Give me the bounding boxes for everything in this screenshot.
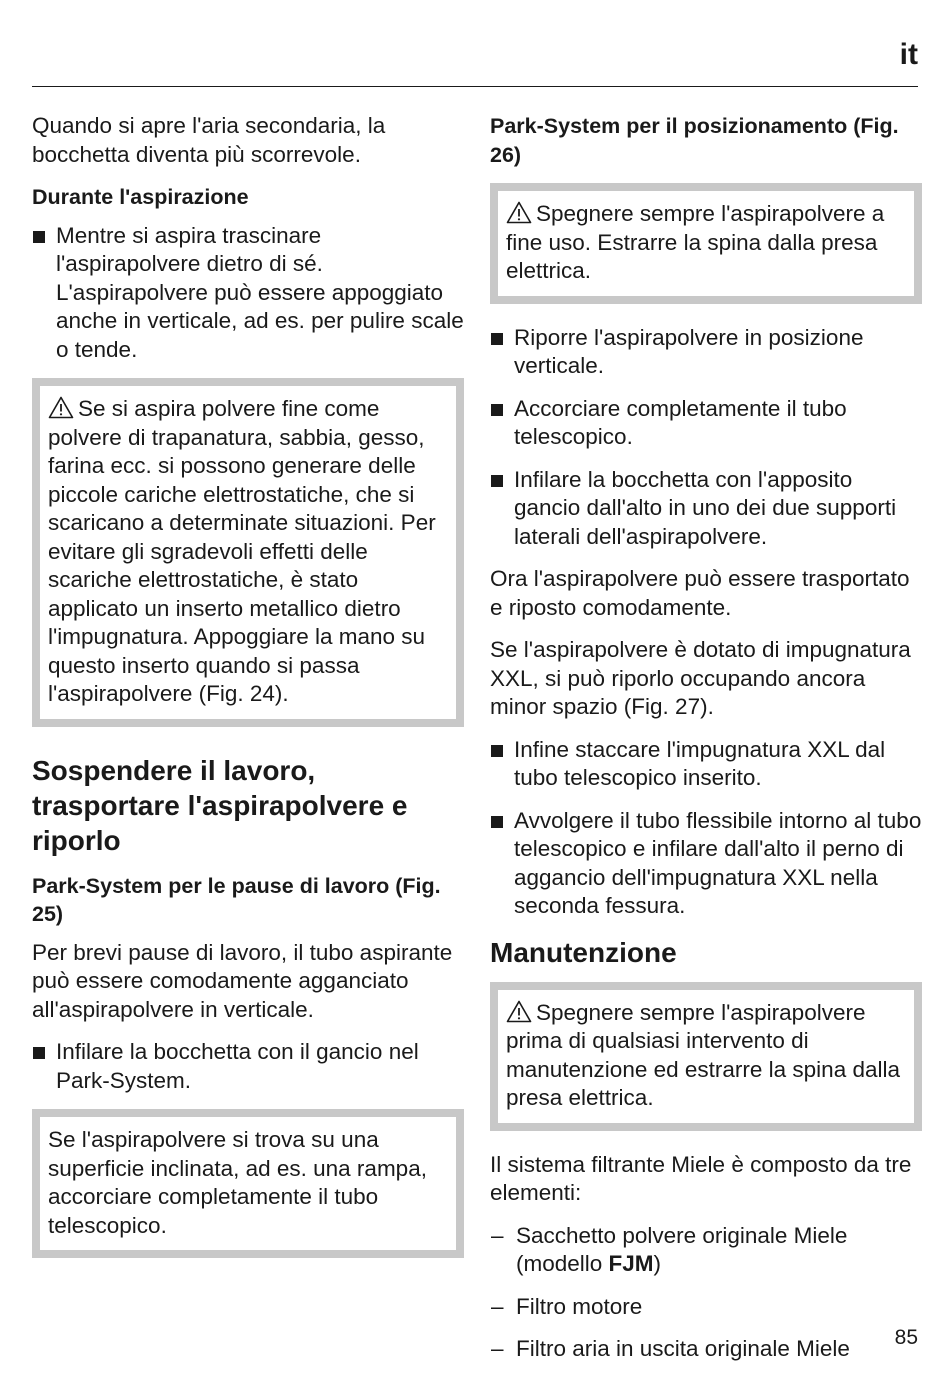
list-item: Infilare la bocchetta con il gancio nel Park-System. [32,1038,464,1095]
park-pause-list [32,1038,464,1095]
park-pause-text: Per brevi pause di lavoro, il tubo aspirante può essere comodamente agganciato all'aspirapolvere in verticale. [32,939,453,1022]
header-rule [32,86,918,87]
warning-triangle-icon [48,396,74,419]
warning-triangle-icon [506,201,532,224]
list-item: – Sacchetto polvere originale Miele (modello FJM) [491,1222,848,1276]
warning-box-unplug [490,183,922,304]
list-item: Accorciare completamente il tubo telescopico. [490,395,922,452]
park-position-list [490,324,922,552]
warning-box-maintenance [490,982,922,1131]
square-bullet-icon [491,745,503,757]
filter-list [490,1222,922,1364]
square-bullet-icon [491,816,503,828]
during-heading: Durante l'aspirazione [32,185,249,209]
xxl-paragraph: Se l'aspirapolvere è dotato di impugnatura XXL, si può riporlo occupando ancora minor spazio (Fig. 27). [490,637,911,719]
xxl-list [490,736,922,921]
list-item: – Filtro motore [490,1293,922,1322]
warning-text: Se si aspira polvere fine come polvere di trapanatura, sabbia, gesso, farina ecc. si possono generare delle piccole cariche elettrostatiche, che si scaricano a determinate situazioni. Per evitare gli sgradevoli effetti delle scariche elettrostatiche, è stato applicato un inserto metallico dietro l'impugnatura. Appoggiare la mano su questo inserto quando si passa l'aspirapolvere (Fig. 24). [48,396,436,706]
note-box-inclined: Se l'aspirapolvere si trova su una superficie inclinata, ad es. una rampa, accorciare completamente il tubo telescopico. [32,1109,464,1258]
list-item: Infine staccare l'impugnatura XXL dal tubo telescopico inserito. [490,736,922,793]
list-item: Avvolgere il tubo flessibile intorno al tubo telescopico e infilare dall'alto il perno di aggancio dell'impugnatura XXL nella seconda fessura. [490,807,922,921]
language-code: it [899,38,918,71]
model-code: FJM [608,1251,654,1276]
left-column [32,112,464,1278]
square-bullet-icon [491,333,503,345]
dash-bullet: – [491,1293,504,1319]
dash-bullet: – [491,1336,504,1361]
warning-text: Spegnere sempre l'aspirapolvere a fine uso. Estrarre la spina dalla presa elettrica. [506,201,885,283]
during-list [32,222,464,365]
maintenance-title: Manutenzione [490,936,677,968]
park-position-heading: Park-System per il posizionamento (Fig. 26) [490,114,899,167]
warning-text: Spegnere sempre l'aspirapolvere prima di qualsiasi intervento di manutenzione ed estrarre la spina dalla presa elettrica. [506,999,900,1110]
square-bullet-icon [33,231,45,243]
intro-paragraph: Quando si apre l'aria secondaria, la bocchetta diventa più scorrevole. [32,113,386,167]
list-item: – Filtro aria in uscita originale Miele [490,1335,922,1364]
list-item: Riporre l'aspirapolvere in posizione verticale. [490,324,922,381]
warning-box-static [32,378,464,727]
warning-triangle-icon [506,1000,532,1023]
list-item: Infilare la bocchetta con l'apposito gancio dall'alto in uno dei due supporti laterali dell'aspirapolvere. [490,466,922,552]
section-title: Sospendere il lavoro, trasportare l'aspirapolvere e riporlo [32,754,408,856]
square-bullet-icon [491,404,503,416]
square-bullet-icon [33,1047,45,1059]
list-item: Mentre si aspira trascinare l'aspirapolvere dietro di sé. L'aspirapolvere può essere appoggiato anche in verticale, ad es. per pulire scale o tende. [32,222,464,365]
park-pause-heading: Park-System per le pause di lavoro (Fig. 25) [32,873,441,926]
page-number: 85 [894,1326,918,1349]
dash-bullet: – [491,1222,504,1248]
right-column [490,112,922,1378]
filter-intro: Il sistema filtrante Miele è composto da tre elementi: [490,1151,912,1205]
transport-paragraph: Ora l'aspirapolvere può essere trasportato e riposto comodamente. [490,566,910,620]
square-bullet-icon [491,475,503,487]
